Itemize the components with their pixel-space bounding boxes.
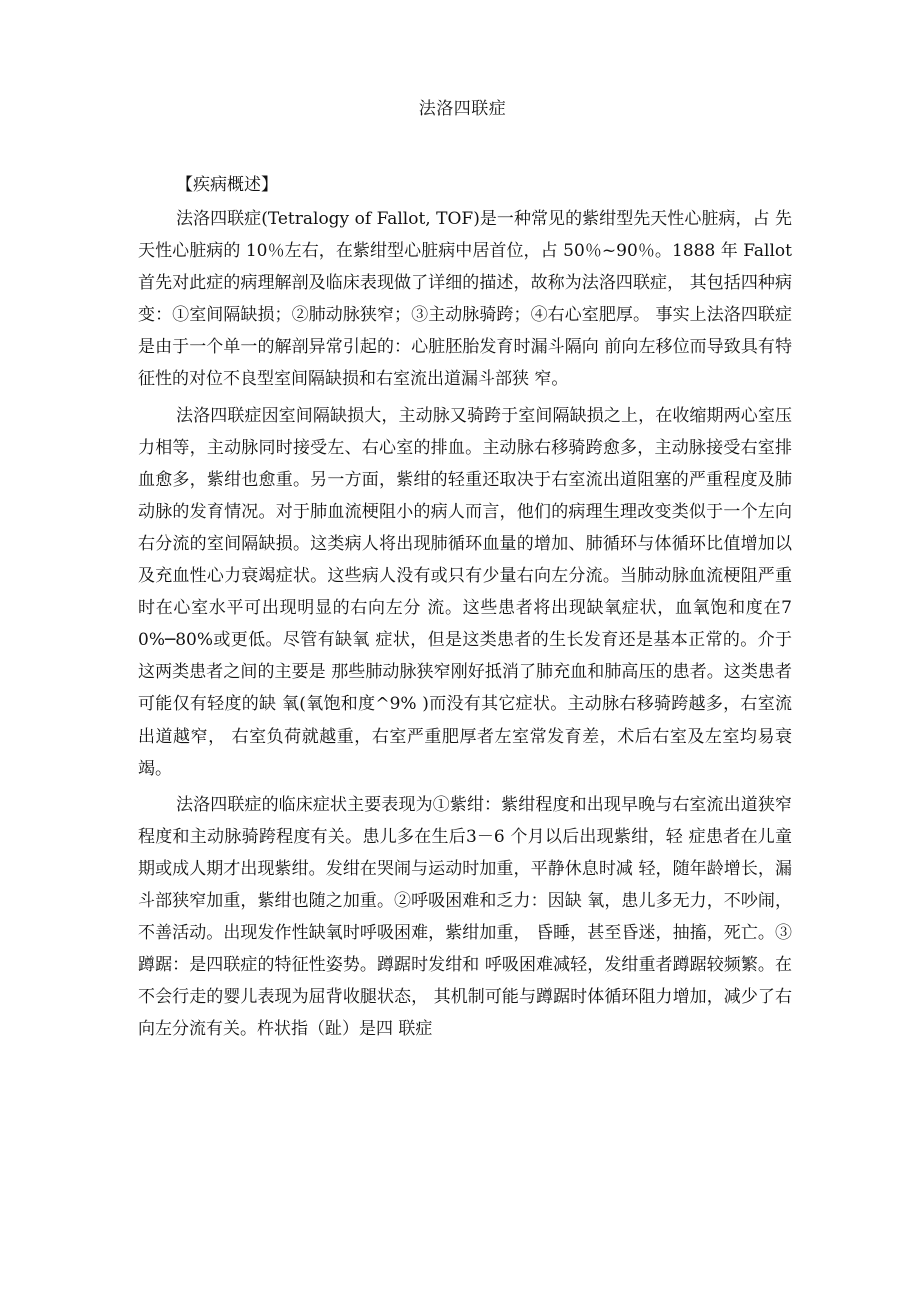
- document-title: 法洛四联症: [418, 99, 507, 119]
- paragraph-symptoms: 法洛四联症的临床症状主要表现为①紫绀：紫绀程度和出现早晚与右室流出道狭窄程度和主动脉骑跨程度有关。患儿多在生后3－6 个月以后出现紫绀，轻 症患者在儿童期或成人期才出现紫绀。发绀在哭闹与运动时加重，平静休息时减 轻，随年龄增长，漏斗部狭窄加重，紫绀也随之加重。②呼吸困难和乏力：因缺 氧，患儿多无力，不吵闹，不善活动。出现发作性缺氧时呼吸困难，紫绀加重， 昏睡，甚至昏迷，抽搐，死亡。③蹲踞：是四联症的特征性姿势。蹲踞时发绀和 呼吸困难减轻，发绀重者蹲踞较频繁。在不会行走的婴儿表现为屈背收腿状态， 其机制可能与蹲踞时体循环阻力增加，减少了右向左分流有关。杵状指（趾）是四 联症: [138, 794, 792, 1040]
- paragraph-overview: 法洛四联症(Tetralogy of Fallot, TOF)是一种常见的紫绀型先天性心脏病，占 先天性心脏病的 10％左右，在紫绀型心脏病中居首位，占 50％~90％。1888 年 Fallot 首先对此症的病理解剖及临床表现做了详细的描述，故称为法洛四联症， 其包括四种病变：①室间隔缺损；②肺动脉狭窄；③主动脉骑跨；④右心室肥厚。 事实上法洛四联症是由于一个单一的解剖异常引起的：心脏胚胎发育时漏斗隔向 前向左移位而导致具有特征性的对位不良型室间隔缺损和右室流出道漏斗部狭 窄。: [138, 209, 792, 390]
- section-heading: 【疾病概述】: [176, 175, 278, 195]
- paragraph-pathophysiology: 法洛四联症因室间隔缺损大，主动脉又骑跨于室间隔缺损之上，在收缩期两心室压力相等，主动脉同时接受左、右心室的排血。主动脉右移骑跨愈多，主动脉接受右室排血愈多，紫绀也愈重。另一方面，紫绀的轻重还取决于右室流出道阻塞的严重程度及肺动脉的发育情况。对于肺血流梗阻小的病人而言，他们的病理生理改变类似于一个左向右分流的室间隔缺损。这类病人将出现肺循环血量的增加、肺循环与体循环比值增加以及充血性心力衰竭症状。这些病人没有或只有少量右向左分流。当肺动脉血流梗阻严重时在心室水平可出现明显的右向左分 流。这些患者将出现缺氧症状，血氧饱和度在70%─80%或更低。尽管有缺氧 症状，但是这类患者的生长发育还是基本正常的。介于这两类患者之间的主要是 那些肺动脉狭窄刚好抵消了肺充血和肺高压的患者。这类患者可能仅有轻度的缺 氧(氧饱和度^9% )而没有其它症状。主动脉右移骑跨越多，右室流出道越窄， 右室负荷就越重，右室严重肥厚者左室常发育差，术后右室及左室均易衰竭。: [138, 405, 792, 779]
- body-text: [138, 203, 792, 1045]
